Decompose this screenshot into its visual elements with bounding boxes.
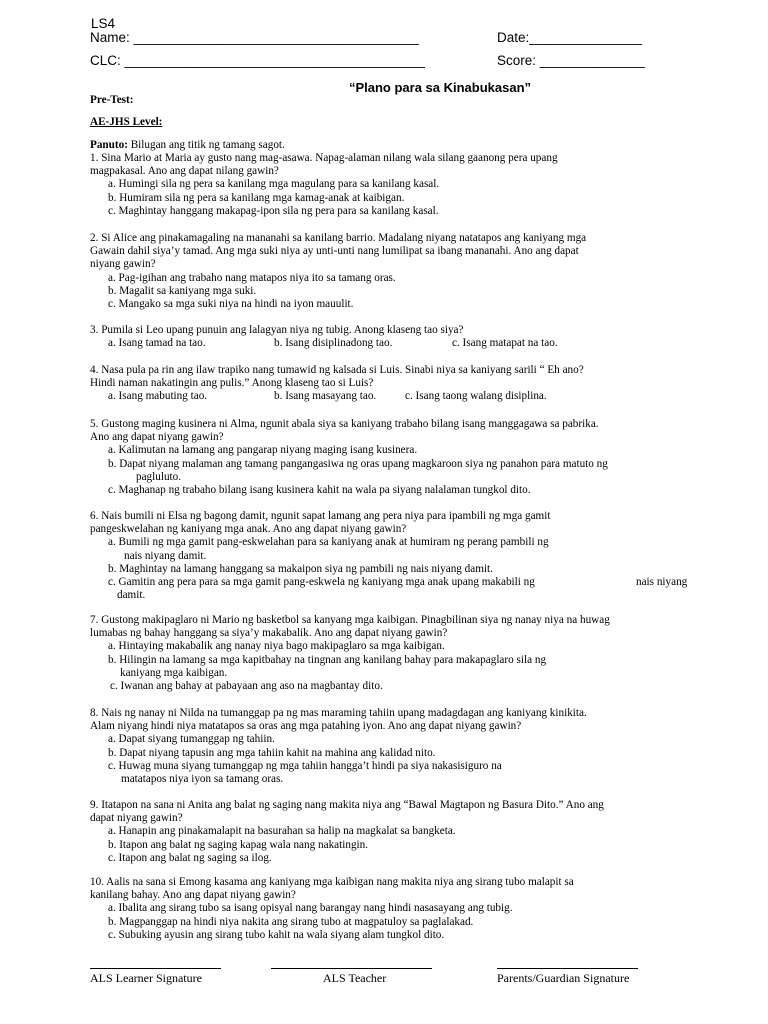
instructions (90, 139, 710, 152)
choice-a-continued: nais niyang damit. (124, 549, 207, 562)
question-8 (90, 707, 710, 786)
choice-b-continued: kaniyang mga kaibigan. (120, 666, 228, 679)
choice-c-continued: matatapos niya iyon sa tamang oras. (121, 773, 284, 786)
question-text: pangeskwelahan ng kaniyang mga anak. Ano ang dapat niyang gawin? (90, 523, 407, 536)
question-text: 10. Aalis na sana si Emong kasama ang kaniyang mga kaibigan nang makita niya ang sirang tubo malapit sa (90, 876, 574, 888)
learner-signature-label: ALS Learner Signature (90, 971, 202, 985)
choice-c: c. Iwanan ang bahay at pabayaan ang aso na magbantay dito. (110, 680, 383, 693)
choice-a: a. Humingi sila ng pera sa kanilang mga magulang para sa kanilang kasal. (108, 178, 440, 191)
choice-a: a. Isang mabuting tao. (108, 390, 208, 403)
question-text: 3. Pumila si Leo upang punuin ang lalagyan niya ng tubig. Anong klaseng tao siya? (90, 324, 464, 336)
choice-c-continued: damit. (117, 589, 146, 602)
choice-c: c. Itapon ang balat ng saging sa ilog. (108, 851, 272, 864)
teacher-signature-label: ALS Teacher (323, 971, 387, 985)
question-6 (90, 510, 710, 602)
date-field: Date:_______________ (497, 30, 642, 45)
question-text: Alam niyang hindi niya matatapos sa oras ang mga patahing iyon. Ano ang dapat niyang gawin? (90, 720, 522, 733)
question-text: 1. Sina Mario at Maria ay gusto nang mag-asawa. Napag-alaman nilang wala silang gaanong pera upang (90, 152, 558, 164)
learner-signature-line (90, 968, 221, 969)
choice-a: a. Isang tamad na tao. (108, 337, 206, 350)
choice-b: b. Isang disiplinadong tao. (274, 337, 393, 350)
clc-field: CLC: ________________________________________ (90, 53, 425, 68)
choice-a: a. Bumili ng mga gamit pang-eskwelahan para sa kaniyang anak at humiram ng perang pambili ng (108, 536, 549, 549)
question-text: kanilang bahay. Ano ang dapat niyang gawin? (90, 889, 296, 902)
choice-b: b. Humiram sila ng pera sa kanilang mga kamag-anak at kaibigan. (108, 191, 405, 204)
question-5 (90, 418, 710, 497)
question-9 (90, 799, 710, 865)
question-text: 4. Nasa pula pa rin ang ilaw trapiko nang tumawid ng kalsada si Luis. Sinabi niya sa kaniyang sarili “ Eh ano? (90, 364, 584, 376)
panuto-text: Bilugan ang titik ng tamang sagot. (127, 139, 285, 151)
question-text: 9. Itatapon na sana ni Anita ang balat ng saging nang makita niya ang “Bawal Magtapon ng Basura Dito.” Ano ang (90, 799, 604, 811)
module-code: LS4 (91, 16, 116, 31)
choice-c: c. Isang matapat na tao. (452, 337, 558, 350)
choice-b: b. Itapon ang balat ng saging kapag wala nang nakatingin. (108, 838, 369, 851)
parent-signature-label: Parents/Guardian Signature (497, 971, 630, 985)
question-3 (90, 324, 710, 350)
choice-c: c. Maghanap ng trabaho bilang isang kusinera kahit na wala pa siyang nalalaman tungkol dito. (108, 484, 531, 497)
question-text: 6. Nais bumili ni Elsa ng bagong damit, ngunit sapat lamang ang pera niya para ipambili ng mga gamit (90, 510, 551, 522)
choice-b: b. Hilingin na lamang sa mga kapitbahay na tingnan ang kanilang bahay para makapaglaro sila ng (108, 653, 547, 666)
question-text: niyang gawin? (90, 258, 156, 271)
choice-a: a. Hintaying makabalik ang nanay niya bago makipaglaro sa mga kaibigan. (108, 640, 445, 653)
choice-c-tail: nais niyang (636, 576, 688, 589)
question-text: 7. Gustong makipaglaro ni Mario ng basketbol sa kanyang mga kaibigan. Pinagbilinan siya ng nanay niya na huwag (90, 614, 610, 626)
question-text: magpakasal. Ano ang dapat nilang gawin? (90, 165, 279, 178)
question-1 (90, 152, 710, 218)
question-10 (90, 876, 710, 942)
score-field: Score: ______________ (497, 53, 645, 68)
question-text: Ano ang dapat niyang gawin? (90, 431, 224, 444)
choice-b: b. Magpanggap na hindi niya nakita ang sirang tubo at magpatuloy sa paglalakad. (108, 915, 474, 928)
name-field: Name: ______________________________________ (90, 30, 419, 45)
question-text: Hindi naman nakatingin ang pulis.” Anong klaseng tao si Luis? (90, 377, 374, 390)
choice-a: a. Kalimutan na lamang ang pangarap niyang maging isang kusinera. (108, 444, 418, 457)
parent-signature-line (497, 968, 638, 969)
choice-c: c. Gamitin ang pera para sa mga gamit pang-eskwela ng kaniyang mga anak upang makabili ng (108, 576, 535, 589)
choice-b-continued: pagluluto. (136, 470, 182, 483)
question-text: 5. Gustong maging kusinera ni Alma, ngunit abala siya sa kaniyang trabaho bilang isang manggagawa sa pabrika. (90, 418, 599, 430)
question-text: lumabas ng bahay hanggang sa siya’y makabalik. Ano ang dapat niyang gawin? (90, 627, 448, 640)
choice-b: b. Magalit sa kaniyang mga suki. (108, 284, 257, 297)
panuto-label: Panuto: (90, 139, 128, 151)
choice-a: a. Hanapin ang pinakamalapit na basurahan sa halip na magkalat sa bangketa. (108, 825, 456, 838)
choice-a: a. Dapat siyang tumanggap ng tahiin. (108, 733, 275, 746)
document-title: “Plano para sa Kinabukasan” (348, 80, 532, 95)
choice-a: a. Pag-igihan ang trabaho nang matapos niya ito sa tamang oras. (108, 271, 396, 284)
choice-b: b. Dapat niyang malaman ang tamang pangangasiwa ng oras upang magkaroon siya ng panahon para matuto ng (108, 457, 608, 470)
choice-c: c. Subuking ayusin ang sirang tubo kahit na wala siyang alam tungkol dito. (108, 928, 445, 941)
choice-a: a. Ibalita ang sirang tubo sa isang opisyal nang barangay nang hindi nasasayang ang tubig. (108, 902, 513, 915)
question-2 (90, 232, 710, 311)
choice-c: c. Isang taong walang disiplina. (405, 390, 547, 403)
question-text: dapat niyang gawin? (90, 812, 183, 825)
level-label: AE-JHS Level: (90, 116, 163, 128)
choice-b: b. Maghintay na lamang hanggang sa makaipon siya ng pambili ng nais niyang damit. (108, 562, 493, 575)
question-text: 2. Si Alice ang pinakamagaling na mananahi sa kanilang barrio. Madalang niyang natatapos ang kaniyang mga (90, 232, 587, 244)
question-text: Gawain dahil siya’y tamad. Ang mga suki niya ay unti-unti nang lumilipat sa ibang mananahi. Ano ang dapat (90, 245, 579, 258)
question-4 (90, 364, 710, 404)
choice-c: c. Mangako sa mga suki niya na hindi na iyon mauulit. (108, 298, 354, 311)
question-7 (90, 614, 710, 693)
choice-c: c. Maghintay hanggang makapag-ipon sila ng pera para sa kanilang kasal. (108, 204, 439, 217)
pretest-label: Pre-Test: (90, 94, 134, 106)
choice-b: b. Isang masayang tao. (274, 390, 377, 403)
teacher-signature-line (271, 968, 432, 969)
choice-c: c. Huwag muna siyang tumanggap ng mga tahiin hangga’t hindi pa siya nakasisiguro na (108, 759, 502, 772)
question-text: 8. Nais ng nanay ni Nilda na tumanggap pa ng mas maraming tahiin upang madagdagan ang kaniyang kinikita. (90, 707, 587, 719)
choice-b: b. Dapat niyang tapusin ang mga tahiin kahit na mahina ang kalidad nito. (108, 746, 436, 759)
